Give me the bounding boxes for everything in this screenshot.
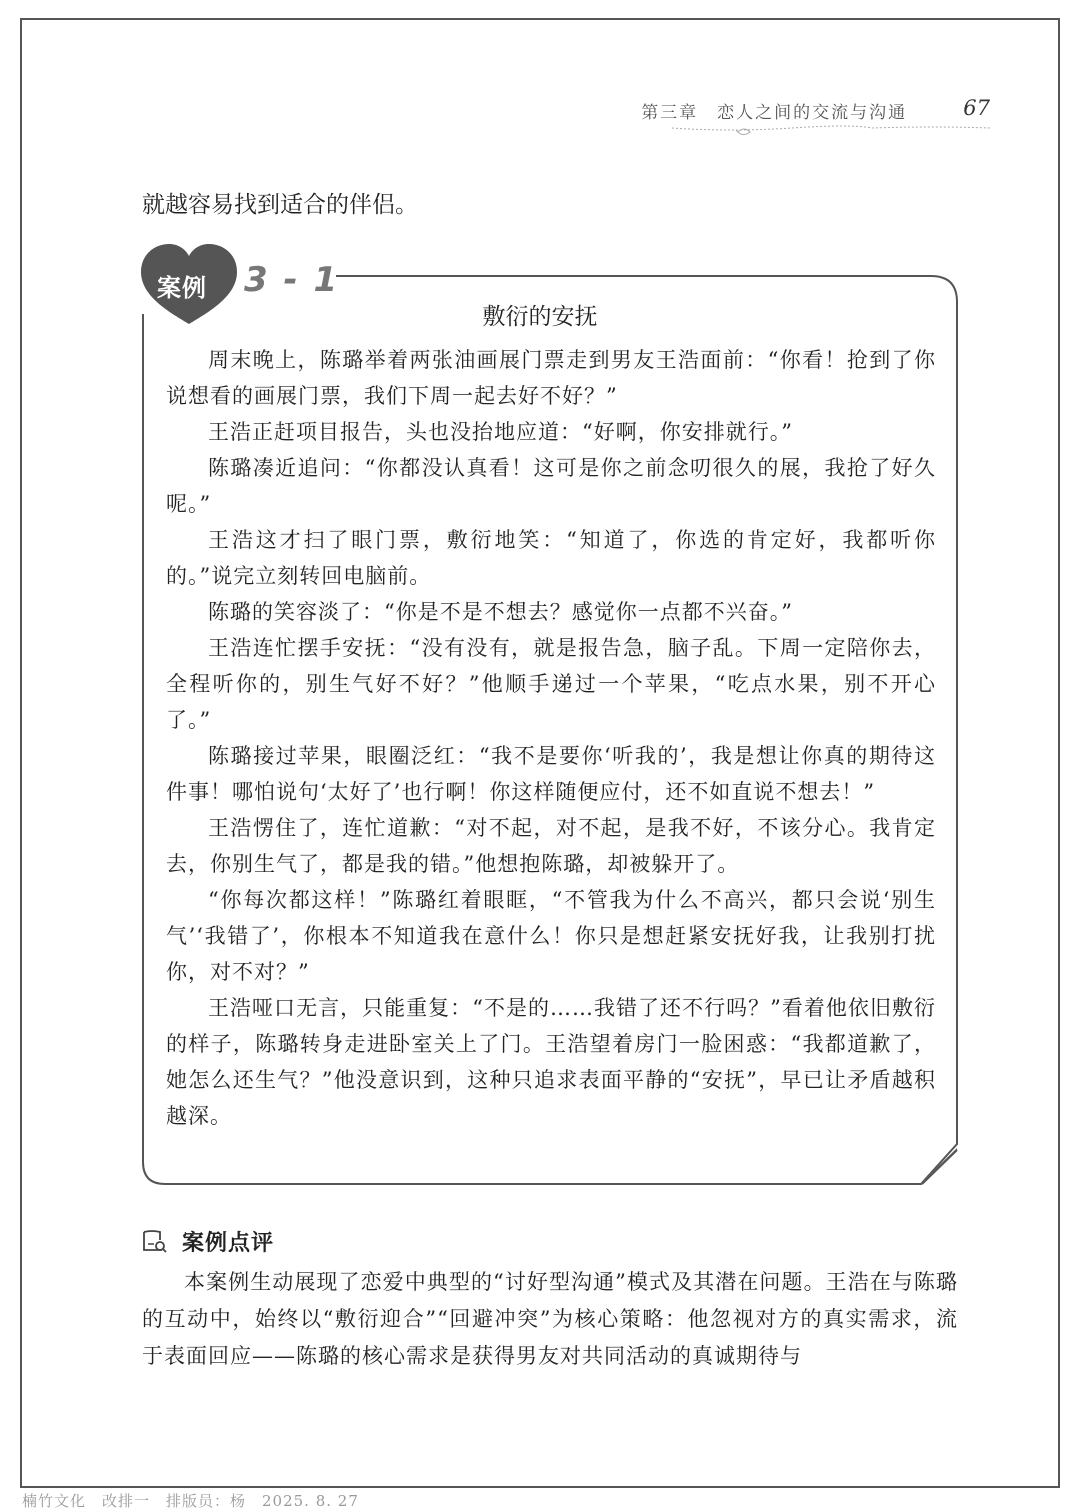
case-paragraph: 王浩这才扫了眼门票，敷衍地笑：“知道了，你选的肯定好，我都听你的。”说完立刻转回电脑前。: [166, 528, 936, 588]
case-paragraph: 王浩连忙摆手安抚：“没有没有，就是报告急，脑子乱。下周一定陪你去，全程听你的，别生气好不好？”他顺手递过一个苹果，“吃点水果，别不开心了。”: [166, 636, 936, 732]
book-search-icon: [142, 1228, 168, 1254]
header-ornament-line: [672, 122, 990, 146]
running-head: [641, 98, 988, 123]
chapter-title: 第三章 恋人之间的交流与沟通: [641, 103, 908, 123]
case-paragraph: 王浩愣住了，连忙道歉：“对不起，对不起，是我不好，不该分心。我肯定去，你别生气了，都是我的错。”他想抱陈璐，却被躲开了。: [166, 816, 936, 876]
review-paragraph: 本案例生动展现了恋爱中典型的“讨好型沟通”模式及其潜在问题。王浩在与陈璐的互动中，始终以“敷衍迎合”“回避冲突”为核心策略：他忽视对方的真实需求，流于表面回应——陈璐的核心需求是获得男友对共同活动的真诚期待与: [142, 1270, 958, 1368]
case-badge-label: 案例: [157, 274, 207, 302]
case-number: 3 - 1: [244, 260, 340, 300]
review-heading: 案例点评: [182, 1231, 275, 1256]
footer-imprint: 楠竹文化 改排一 排版员：杨 2025. 8. 27: [22, 1492, 359, 1510]
case-paragraph: “你每次都这样！”陈璐红着眼眶，“不管我为什么不高兴，都只会说‘别生气’‘我错了’，你根本不知道我在意什么！你只是想赶紧安抚好我，让我别打扰你，对不对？”: [166, 888, 936, 984]
case-paragraph: 陈璐接过苹果，眼圈泛红：“我不是要你‘听我的’，我是想让你真的期待这件事！哪怕说句‘太好了’也行啊！你这样随便应付，还不如直说不想去！”: [166, 744, 936, 804]
case-title: 敷衍的安抚: [482, 304, 598, 330]
case-paragraph: 王浩哑口无言，只能重复：“不是的……我错了还不行吗？”看着他依旧敷衍的样子，陈璐转身走进卧室关上了门。王浩望着房门一脸困惑：“我都道歉了，她怎么还生气？”他没意识到，这种只追求表面平静的“安抚”，早已让矛盾越积越深。: [166, 996, 936, 1128]
case-body: [166, 342, 936, 1134]
case-paragraph: 陈璐的笑容淡了：“你是不是不想去？感觉你一点都不兴奋。”: [208, 600, 793, 624]
page-number: 67: [963, 96, 990, 120]
review-body: [142, 1264, 958, 1375]
intro-line: 就越容易找到适合的伴侣。: [142, 192, 418, 218]
case-paragraph: 周末晚上，陈璐举着两张油画展门票走到男友王浩面前：“你看！抢到了你说想看的画展门票，我们下周一起去好不好？”: [166, 348, 936, 408]
case-paragraph: 陈璐凑近追问：“你都没认真看！这可是你之前念叨很久的展，我抢了好久呢。”: [166, 456, 936, 516]
corner-fold-icon: [920, 1148, 960, 1186]
case-paragraph: 王浩正赶项目报告，头也没抬地应道：“好啊，你安排就行。”: [208, 420, 793, 444]
